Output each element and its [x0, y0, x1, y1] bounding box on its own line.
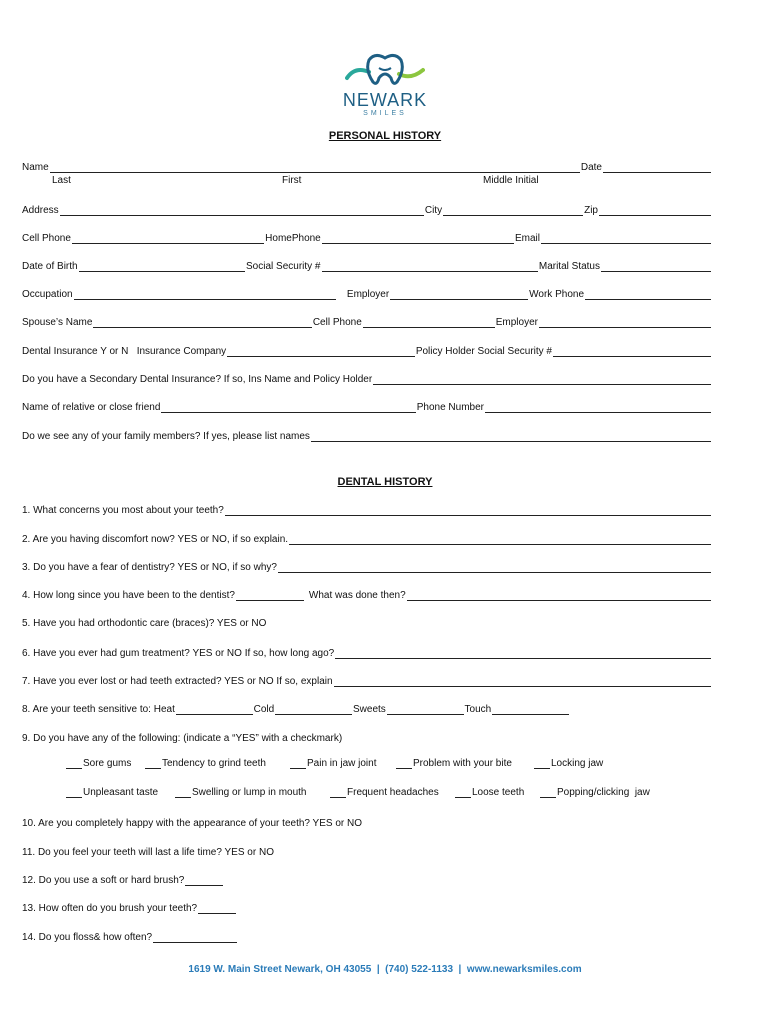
spouse-name-label: Spouse’s Name: [22, 317, 93, 328]
q2-row: [22, 531, 712, 545]
city-label: City: [424, 205, 443, 216]
checkbox-blank[interactable]: [175, 787, 191, 798]
condition-bite-problem[interactable]: Problem with your bite: [396, 758, 512, 769]
touch-label: Touch: [464, 704, 492, 715]
occupation-label: Occupation: [22, 289, 73, 300]
q12-label: 12. Do you use a soft or hard brush?: [22, 875, 185, 886]
secondary-insurance-row: [22, 371, 712, 385]
date-label: Date: [580, 162, 602, 173]
work-phone-field[interactable]: [585, 289, 711, 300]
q3-row: [22, 559, 712, 573]
relative-field[interactable]: [161, 402, 415, 413]
logo-tagline: SMILES: [363, 110, 407, 117]
heat-field[interactable]: [176, 704, 253, 715]
ssn-label: Social Security #: [246, 261, 321, 272]
first-name-caption: First: [282, 175, 302, 186]
condition-headaches[interactable]: Frequent headaches: [330, 787, 439, 798]
relative-phone-label: Phone Number: [416, 402, 484, 413]
condition-grind-teeth[interactable]: Tendency to grind teeth: [145, 758, 266, 769]
q9-row: [22, 730, 712, 744]
checkbox-blank[interactable]: [145, 758, 161, 769]
q14-label: 14. Do you floss& how often?: [22, 932, 153, 943]
q5-label: 5. Have you had orthodontic care (braces)? YES or NO: [22, 618, 267, 629]
q8-row: [22, 701, 570, 715]
zip-field[interactable]: [599, 205, 711, 216]
checkbox-blank[interactable]: [66, 758, 82, 769]
newark-smiles-logo: [335, 52, 435, 122]
q6-label: 6. Have you ever had gum treatment? YES or NO If so, how long ago?: [22, 648, 335, 659]
q10-row: [22, 815, 712, 829]
condition-jaw-joint-pain[interactable]: Pain in jaw joint: [290, 758, 376, 769]
logo-name: NEWARK: [342, 90, 428, 110]
q1-field[interactable]: [225, 505, 711, 516]
city-field[interactable]: [443, 205, 583, 216]
condition-unpleasant-taste[interactable]: Unpleasant taste: [66, 787, 158, 798]
name-field[interactable]: [50, 162, 580, 173]
q8-label: 8. Are your teeth sensitive to: Heat: [22, 704, 175, 715]
q2-label: 2. Are you having discomfort now? YES or NO, if so explain.: [22, 534, 289, 545]
relative-phone-field[interactable]: [485, 402, 711, 413]
occupation-row: [22, 286, 712, 300]
checkbox-blank[interactable]: [534, 758, 550, 769]
q1-label: 1. What concerns you most about your teeth?: [22, 505, 224, 516]
marital-status-label: Marital Status: [538, 261, 600, 272]
insurance-company-field[interactable]: [227, 346, 415, 357]
employer-field[interactable]: [390, 289, 528, 300]
checkbox-blank[interactable]: [290, 758, 306, 769]
q2-field[interactable]: [289, 534, 711, 545]
q11-row: [22, 844, 712, 858]
family-members-label: Do we see any of your family members? If yes, please list names: [22, 431, 310, 442]
cell-phone-field[interactable]: [72, 233, 264, 244]
relative-row: [22, 399, 712, 413]
q6-row: [22, 645, 712, 659]
q7-row: [22, 673, 712, 687]
policy-holder-label: Policy Holder Social Security #: [415, 346, 552, 357]
spouse-cell-field[interactable]: [363, 317, 495, 328]
q14-row: [22, 929, 712, 943]
q9-label: 9. Do you have any of the following: (indicate a “YES” with a checkmark): [22, 733, 343, 744]
spouse-name-field[interactable]: [93, 317, 311, 328]
insurance-label: Dental Insurance Y or N Insurance Company: [22, 346, 227, 357]
q11-label: 11. Do you feel your teeth will last a life time? YES or NO: [22, 847, 274, 858]
family-members-field[interactable]: [311, 431, 711, 442]
ssn-field[interactable]: [322, 261, 538, 272]
dob-row: [22, 258, 712, 272]
q13-row: [22, 900, 712, 914]
dob-label: Date of Birth: [22, 261, 78, 272]
email-label: Email: [514, 233, 540, 244]
checkbox-blank[interactable]: [330, 787, 346, 798]
q1-row: [22, 502, 712, 516]
spouse-employer-field[interactable]: [539, 317, 711, 328]
condition-swelling[interactable]: Swelling or lump in mouth: [175, 787, 307, 798]
phone-row: [22, 230, 712, 244]
marital-status-field[interactable]: [601, 261, 711, 272]
q7-label: 7. Have you ever lost or had teeth extracted? YES or NO If so, explain: [22, 676, 333, 687]
q4-last-visit-field[interactable]: [236, 590, 304, 601]
home-phone-label: HomePhone: [265, 233, 321, 244]
address-row: [22, 202, 712, 216]
middle-initial-caption: Middle Initial: [483, 175, 539, 186]
last-name-caption: Last: [52, 175, 71, 186]
secondary-insurance-label: Do you have a Secondary Dental Insurance? If so, Ins Name and Policy Holder: [22, 374, 373, 385]
home-phone-field[interactable]: [322, 233, 514, 244]
q3-field[interactable]: [278, 562, 711, 573]
cell-phone-label: Cell Phone: [22, 233, 71, 244]
condition-sore-gums[interactable]: Sore gums: [66, 758, 131, 769]
zip-label: Zip: [584, 205, 598, 216]
footer-contact: 1619 W. Main Street Newark, OH 43055 | (740) 522-1133 | www.newarksmiles.com: [188, 964, 582, 975]
checkbox-blank[interactable]: [455, 787, 471, 798]
spouse-employer-label: Employer: [495, 317, 538, 328]
condition-loose-teeth[interactable]: Loose teeth: [455, 787, 524, 798]
family-row: [22, 428, 712, 442]
touch-field[interactable]: [492, 704, 569, 715]
q14-field[interactable]: [153, 932, 237, 943]
q12-row: [22, 872, 712, 886]
q3-label: 3. Do you have a fear of dentistry? YES or NO, if so why?: [22, 562, 277, 573]
spouse-row: [22, 314, 712, 328]
dental-history-heading: DENTAL HISTORY: [337, 476, 433, 488]
work-phone-label: Work Phone: [529, 289, 584, 300]
personal-history-heading: PERSONAL HISTORY: [328, 130, 442, 142]
q4-what-done-label: What was done then?: [308, 590, 406, 601]
sweets-field[interactable]: [387, 704, 464, 715]
cold-field[interactable]: [275, 704, 352, 715]
q4-what-done-field[interactable]: [407, 590, 711, 601]
q7-field[interactable]: [334, 676, 711, 687]
cold-label: Cold: [253, 704, 275, 715]
dob-field[interactable]: [79, 261, 245, 272]
date-field[interactable]: [603, 162, 711, 173]
q4-row: [22, 587, 712, 601]
address-label: Address: [22, 205, 59, 216]
q5-row: [22, 615, 712, 629]
relative-label: Name of relative or close friend: [22, 402, 161, 413]
secondary-insurance-field[interactable]: [373, 374, 711, 385]
name-row: [22, 159, 712, 173]
name-label: Name: [22, 162, 49, 173]
spouse-cell-label: Cell Phone: [312, 317, 362, 328]
occupation-field[interactable]: [74, 289, 336, 300]
policy-holder-field[interactable]: [553, 346, 711, 357]
checkbox-blank[interactable]: [540, 787, 556, 798]
q12-field[interactable]: [185, 875, 223, 886]
email-field[interactable]: [541, 233, 711, 244]
insurance-row: [22, 343, 712, 357]
q10-label: 10. Are you completely happy with the appearance of your teeth? YES or NO: [22, 818, 363, 829]
condition-locking-jaw[interactable]: Locking jaw: [534, 758, 603, 769]
sweets-label: Sweets: [352, 704, 386, 715]
address-field[interactable]: [60, 205, 424, 216]
q6-field[interactable]: [335, 648, 711, 659]
condition-popping-jaw[interactable]: Popping/clicking jaw: [540, 787, 650, 798]
tooth-logo-icon: [345, 52, 425, 92]
checkbox-blank[interactable]: [66, 787, 82, 798]
q13-label: 13. How often do you brush your teeth?: [22, 903, 198, 914]
q4-label: 4. How long since you have been to the dentist?: [22, 590, 235, 601]
q13-field[interactable]: [198, 903, 236, 914]
checkbox-blank[interactable]: [396, 758, 412, 769]
employer-label: Employer: [346, 289, 390, 300]
